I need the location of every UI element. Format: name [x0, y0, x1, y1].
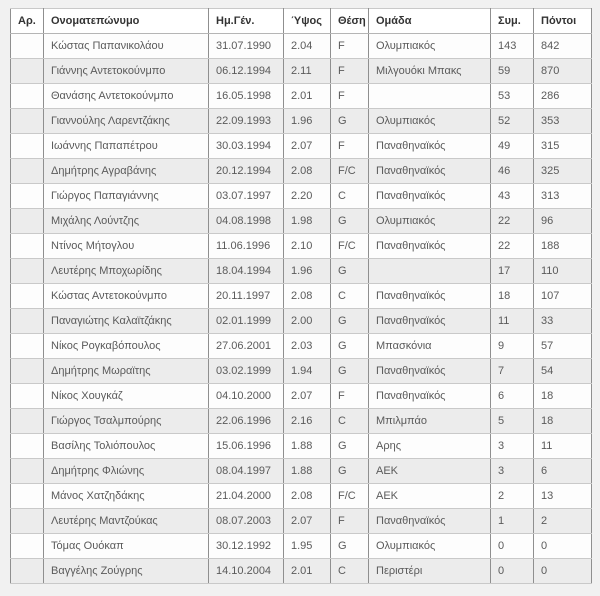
- cell-points: 33: [534, 309, 592, 334]
- cell-birthdate: 16.05.1998: [209, 84, 284, 109]
- cell-team: ΑΕΚ: [369, 484, 491, 509]
- cell-name: Δημήτρης Φλιώνης: [44, 459, 209, 484]
- cell-name: Δημήτρης Μωραϊτης: [44, 359, 209, 384]
- cell-caps: 0: [491, 559, 534, 584]
- cell-position: G: [331, 334, 369, 359]
- cell-points: 313: [534, 184, 592, 209]
- cell-name: Γιώργος Τσαλμπούρης: [44, 409, 209, 434]
- table-row: [11, 284, 592, 309]
- cell-name: Παναγιώτης Καλαϊτζάκης: [44, 309, 209, 334]
- cell-position: G: [331, 309, 369, 334]
- table-row: [11, 334, 592, 359]
- cell-points: 286: [534, 84, 592, 109]
- cell-name: Κώστας Παπανικολάου: [44, 34, 209, 59]
- cell-height: 2.01: [284, 84, 331, 109]
- cell-height: 2.08: [284, 159, 331, 184]
- table-row: [11, 234, 592, 259]
- cell-birthdate: 15.06.1996: [209, 434, 284, 459]
- cell-name: Ιωάννης Παπαπέτρου: [44, 134, 209, 159]
- table-row: [11, 534, 592, 559]
- cell-position: C: [331, 184, 369, 209]
- cell-position: F: [331, 84, 369, 109]
- cell-team: [369, 84, 491, 109]
- table-row: [11, 34, 592, 59]
- cell-name: Γιαννούλης Λαρεντζάκης: [44, 109, 209, 134]
- cell-birthdate: 30.03.1994: [209, 134, 284, 159]
- cell-caps: 9: [491, 334, 534, 359]
- cell-birthdate: 20.11.1997: [209, 284, 284, 309]
- cell-points: 54: [534, 359, 592, 384]
- cell-name: Μάνος Χατζηδάκης: [44, 484, 209, 509]
- cell-height: 1.95: [284, 534, 331, 559]
- cell-number: [11, 159, 44, 184]
- cell-team: Παναθηναϊκός: [369, 309, 491, 334]
- cell-points: 57: [534, 334, 592, 359]
- cell-number: [11, 284, 44, 309]
- table-row: [11, 184, 592, 209]
- cell-points: 0: [534, 534, 592, 559]
- column-header-team: Ομάδα: [369, 9, 491, 34]
- cell-team: ΑΕΚ: [369, 459, 491, 484]
- cell-height: 2.07: [284, 134, 331, 159]
- cell-points: 6: [534, 459, 592, 484]
- cell-height: 1.96: [284, 109, 331, 134]
- cell-height: 1.96: [284, 259, 331, 284]
- cell-position: F/C: [331, 484, 369, 509]
- cell-points: 0: [534, 559, 592, 584]
- cell-birthdate: 03.07.1997: [209, 184, 284, 209]
- cell-team: Μπιλμπάο: [369, 409, 491, 434]
- cell-position: G: [331, 434, 369, 459]
- cell-points: 96: [534, 209, 592, 234]
- table-row: [11, 209, 592, 234]
- cell-team: Παναθηναϊκός: [369, 184, 491, 209]
- cell-number: [11, 334, 44, 359]
- cell-birthdate: 31.07.1990: [209, 34, 284, 59]
- cell-points: 2: [534, 509, 592, 534]
- cell-birthdate: 22.06.1996: [209, 409, 284, 434]
- cell-team: Περιστέρι: [369, 559, 491, 584]
- cell-height: 2.04: [284, 34, 331, 59]
- column-header-position: Θέση: [331, 9, 369, 34]
- cell-points: 353: [534, 109, 592, 134]
- table-row: [11, 384, 592, 409]
- cell-position: C: [331, 284, 369, 309]
- cell-birthdate: 08.04.1997: [209, 459, 284, 484]
- cell-position: F: [331, 34, 369, 59]
- cell-number: [11, 234, 44, 259]
- cell-height: 2.08: [284, 284, 331, 309]
- cell-height: 2.00: [284, 309, 331, 334]
- table-row: [11, 309, 592, 334]
- players-table: [10, 8, 592, 584]
- cell-name: Λευτέρης Μποχωρίδης: [44, 259, 209, 284]
- cell-caps: 11: [491, 309, 534, 334]
- cell-height: 1.98: [284, 209, 331, 234]
- table-row: [11, 484, 592, 509]
- cell-birthdate: 04.10.2000: [209, 384, 284, 409]
- cell-points: 18: [534, 384, 592, 409]
- cell-caps: 49: [491, 134, 534, 159]
- cell-team: Παναθηναϊκός: [369, 159, 491, 184]
- cell-name: Θανάσης Αντετοκούνμπο: [44, 84, 209, 109]
- cell-points: 325: [534, 159, 592, 184]
- cell-number: [11, 384, 44, 409]
- cell-birthdate: 21.04.2000: [209, 484, 284, 509]
- cell-team: Αρης: [369, 434, 491, 459]
- cell-number: [11, 434, 44, 459]
- cell-birthdate: 08.07.2003: [209, 509, 284, 534]
- cell-caps: 0: [491, 534, 534, 559]
- cell-name: Νίκος Ρογκαβόπουλος: [44, 334, 209, 359]
- cell-caps: 52: [491, 109, 534, 134]
- cell-height: 2.08: [284, 484, 331, 509]
- table-row: [11, 359, 592, 384]
- table-row: [11, 59, 592, 84]
- cell-height: 2.01: [284, 559, 331, 584]
- cell-points: 315: [534, 134, 592, 159]
- cell-number: [11, 184, 44, 209]
- table-row: [11, 434, 592, 459]
- table-row: [11, 134, 592, 159]
- cell-points: 18: [534, 409, 592, 434]
- cell-number: [11, 484, 44, 509]
- players-stats-table: [10, 8, 592, 584]
- cell-name: Βαγγέλης Ζούγρης: [44, 559, 209, 584]
- cell-position: F: [331, 134, 369, 159]
- cell-caps: 3: [491, 434, 534, 459]
- cell-number: [11, 209, 44, 234]
- cell-team: Μπασκόνια: [369, 334, 491, 359]
- cell-name: Δημήτρης Αγραβάνης: [44, 159, 209, 184]
- cell-team: Παναθηναϊκός: [369, 384, 491, 409]
- cell-points: 13: [534, 484, 592, 509]
- cell-team: Παναθηναϊκός: [369, 509, 491, 534]
- column-header-points: Πόντοι: [534, 9, 592, 34]
- column-header-caps: Συμ.: [491, 9, 534, 34]
- cell-birthdate: 20.12.1994: [209, 159, 284, 184]
- cell-position: F: [331, 59, 369, 84]
- cell-name: Κώστας Αντετοκούνμπο: [44, 284, 209, 309]
- cell-birthdate: 02.01.1999: [209, 309, 284, 334]
- cell-number: [11, 559, 44, 584]
- cell-name: Γιάννης Αντετοκούνμπο: [44, 59, 209, 84]
- cell-birthdate: 03.02.1999: [209, 359, 284, 384]
- cell-number: [11, 259, 44, 284]
- cell-height: 2.10: [284, 234, 331, 259]
- table-row: [11, 159, 592, 184]
- cell-points: 188: [534, 234, 592, 259]
- cell-number: [11, 459, 44, 484]
- cell-position: F/C: [331, 159, 369, 184]
- cell-position: G: [331, 259, 369, 284]
- column-header-number: Αρ.: [11, 9, 44, 34]
- cell-caps: 17: [491, 259, 534, 284]
- table-row: [11, 509, 592, 534]
- table-row: [11, 109, 592, 134]
- header-row: [11, 9, 592, 34]
- cell-position: G: [331, 209, 369, 234]
- cell-number: [11, 109, 44, 134]
- cell-caps: 3: [491, 459, 534, 484]
- cell-height: 1.94: [284, 359, 331, 384]
- cell-birthdate: 30.12.1992: [209, 534, 284, 559]
- cell-caps: 59: [491, 59, 534, 84]
- cell-team: Μιλγουόκι Μπακς: [369, 59, 491, 84]
- table-row: [11, 409, 592, 434]
- cell-caps: 6: [491, 384, 534, 409]
- cell-caps: 22: [491, 209, 534, 234]
- cell-caps: 143: [491, 34, 534, 59]
- table-row: [11, 84, 592, 109]
- cell-number: [11, 309, 44, 334]
- cell-team: Ολυμπιακός: [369, 109, 491, 134]
- player-table-body: [11, 34, 592, 584]
- cell-caps: 43: [491, 184, 534, 209]
- cell-birthdate: 11.06.1996: [209, 234, 284, 259]
- cell-height: 2.20: [284, 184, 331, 209]
- cell-caps: 1: [491, 509, 534, 534]
- cell-points: 842: [534, 34, 592, 59]
- cell-birthdate: 22.09.1993: [209, 109, 284, 134]
- cell-birthdate: 04.08.1998: [209, 209, 284, 234]
- cell-position: C: [331, 559, 369, 584]
- cell-team: Παναθηναϊκός: [369, 234, 491, 259]
- cell-number: [11, 34, 44, 59]
- cell-number: [11, 359, 44, 384]
- cell-points: 110: [534, 259, 592, 284]
- cell-position: G: [331, 459, 369, 484]
- cell-height: 2.11: [284, 59, 331, 84]
- cell-name: Τόμας Ουόκαπ: [44, 534, 209, 559]
- cell-position: F: [331, 384, 369, 409]
- column-header-birthdate: Ημ.Γέν.: [209, 9, 284, 34]
- cell-points: 870: [534, 59, 592, 84]
- cell-caps: 18: [491, 284, 534, 309]
- cell-height: 1.88: [284, 459, 331, 484]
- cell-birthdate: 14.10.2004: [209, 559, 284, 584]
- cell-caps: 22: [491, 234, 534, 259]
- cell-points: 107: [534, 284, 592, 309]
- cell-position: G: [331, 359, 369, 384]
- column-header-height: Ύψος: [284, 9, 331, 34]
- cell-number: [11, 134, 44, 159]
- cell-caps: 5: [491, 409, 534, 434]
- cell-name: Γιώργος Παπαγιάννης: [44, 184, 209, 209]
- cell-height: 2.07: [284, 509, 331, 534]
- cell-caps: 2: [491, 484, 534, 509]
- cell-caps: 53: [491, 84, 534, 109]
- cell-name: Ντίνος Μήτογλου: [44, 234, 209, 259]
- cell-team: [369, 259, 491, 284]
- cell-height: 2.07: [284, 384, 331, 409]
- cell-birthdate: 18.04.1994: [209, 259, 284, 284]
- cell-name: Λευτέρης Μαντζούκας: [44, 509, 209, 534]
- cell-number: [11, 509, 44, 534]
- cell-position: F/C: [331, 234, 369, 259]
- cell-position: F: [331, 509, 369, 534]
- cell-position: G: [331, 534, 369, 559]
- cell-team: Παναθηναϊκός: [369, 284, 491, 309]
- cell-number: [11, 59, 44, 84]
- cell-height: 2.16: [284, 409, 331, 434]
- cell-team: Ολυμπιακός: [369, 534, 491, 559]
- cell-team: Παναθηναϊκός: [369, 359, 491, 384]
- table-row: [11, 259, 592, 284]
- column-header-name: Ονοματεπώνυμο: [44, 9, 209, 34]
- cell-birthdate: 06.12.1994: [209, 59, 284, 84]
- cell-name: Βασίλης Τολιόπουλος: [44, 434, 209, 459]
- cell-number: [11, 409, 44, 434]
- cell-points: 11: [534, 434, 592, 459]
- table-row: [11, 559, 592, 584]
- cell-height: 1.88: [284, 434, 331, 459]
- cell-team: Παναθηναϊκός: [369, 134, 491, 159]
- cell-caps: 7: [491, 359, 534, 384]
- cell-caps: 46: [491, 159, 534, 184]
- cell-number: [11, 534, 44, 559]
- cell-birthdate: 27.06.2001: [209, 334, 284, 359]
- cell-number: [11, 84, 44, 109]
- cell-team: Ολυμπιακός: [369, 209, 491, 234]
- cell-team: Ολυμπιακός: [369, 34, 491, 59]
- cell-position: C: [331, 409, 369, 434]
- cell-name: Μιχάλης Λούντζης: [44, 209, 209, 234]
- cell-name: Νίκος Χουγκάζ: [44, 384, 209, 409]
- table-row: [11, 459, 592, 484]
- cell-height: 2.03: [284, 334, 331, 359]
- cell-position: G: [331, 109, 369, 134]
